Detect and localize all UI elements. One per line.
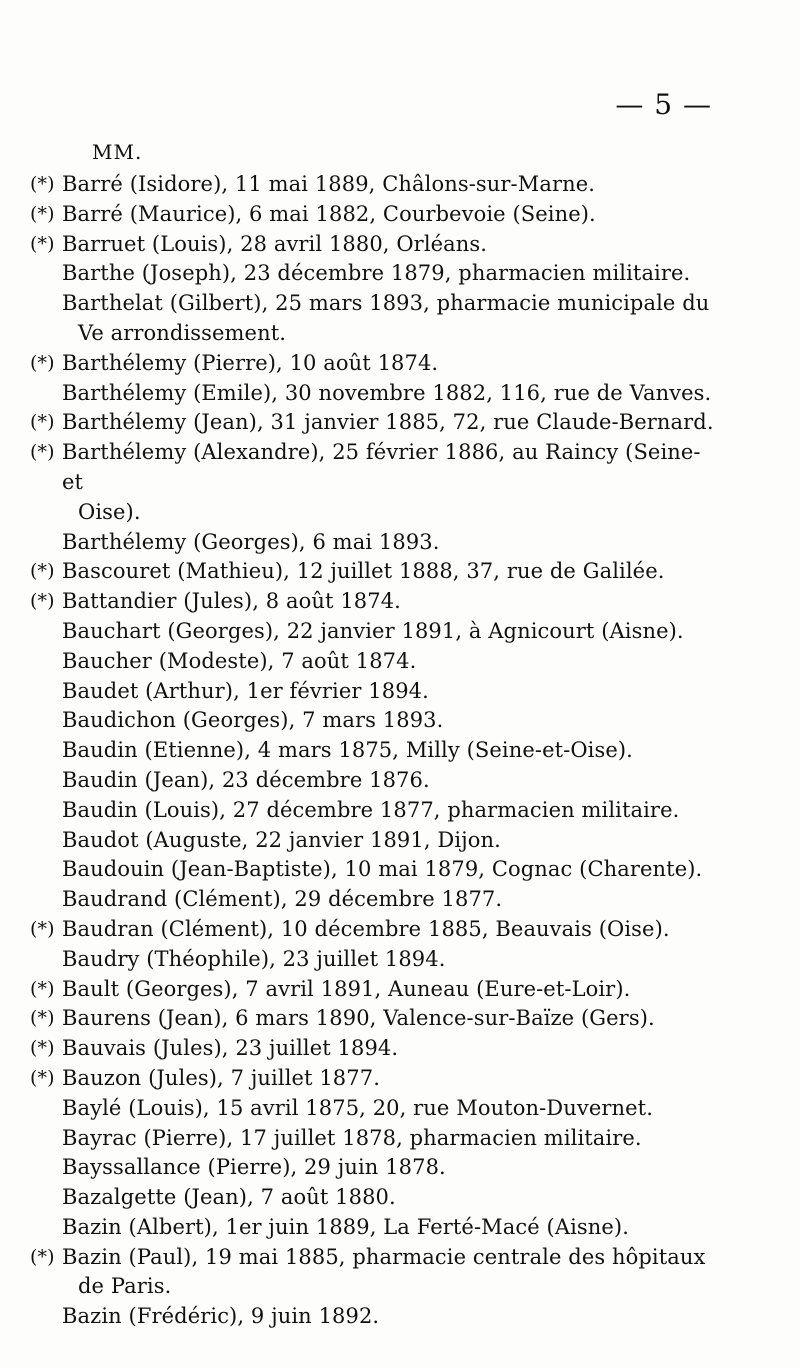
- entry-text: Barré (Maurice), 6 mai 1882, Courbevoie (Seine).: [62, 201, 596, 226]
- entry-marker: (*): [30, 1245, 55, 1268]
- entry-marker: (*): [30, 1007, 55, 1030]
- entry-text: Baucher (Modeste), 7 août 1874.: [62, 648, 417, 673]
- entry-text: Bauvais (Jules), 23 juillet 1894.: [62, 1036, 399, 1061]
- entry-text: Bayssallance (Pierre), 29 juin 1878.: [62, 1155, 446, 1180]
- list-item: [30, 259, 710, 289]
- list-item: [30, 1094, 710, 1124]
- entry-text: Barré (Isidore), 11 mai 1889, Châlons-sur-Marne.: [62, 172, 596, 196]
- entry-text: Bascouret (Mathieu), 12 juillet 1888, 37, rue de Galilée.: [62, 559, 665, 584]
- list-item: [30, 855, 710, 885]
- entry-marker: (*): [30, 1037, 55, 1060]
- list-item: [30, 349, 710, 379]
- list-item: [30, 289, 710, 349]
- list-item: [30, 438, 710, 527]
- list-item: [30, 766, 710, 796]
- list-item: [30, 1153, 710, 1183]
- entry-text: Bazin (Paul), 19 mai 1885, pharmacie centrale des hôpitaux: [62, 1244, 706, 1269]
- list-item: [30, 975, 710, 1005]
- list-item: [30, 1302, 710, 1332]
- list-item: [30, 408, 714, 438]
- list-item: [30, 1064, 710, 1094]
- list-item: [30, 826, 710, 856]
- entry-text: Baurens (Jean), 6 mars 1890, Valence-sur-Baïze (Gers).: [62, 1006, 655, 1031]
- entry-text: Baudran (Clément), 10 décembre 1885, Beauvais (Oise).: [62, 916, 670, 941]
- page-number: — 5 —: [615, 88, 712, 121]
- entry-text: Barruet (Louis), 28 avril 1880, Orléans.: [62, 231, 488, 256]
- list-item: [30, 230, 710, 260]
- entry-text: Baudichon (Georges), 7 mars 1893.: [62, 708, 444, 733]
- entry-marker: (*): [30, 173, 55, 195]
- entry-text: Bauchart (Georges), 22 janvier 1891, à Agnicourt (Aisne).: [62, 618, 684, 643]
- list-item: [30, 557, 710, 587]
- list-item: [30, 885, 710, 915]
- entry-continuation: de Paris.: [78, 1274, 172, 1299]
- list-item: [30, 945, 710, 975]
- list-item: [30, 706, 710, 736]
- list-item: [30, 587, 710, 617]
- entry-marker: (*): [30, 590, 55, 613]
- entry-text: Barthélemy (Pierre), 10 août 1874.: [62, 350, 439, 375]
- list-item: [30, 1124, 710, 1154]
- entry-text: Baudry (Théophile), 23 juillet 1894.: [62, 946, 446, 971]
- entry-marker: (*): [30, 560, 55, 583]
- list-item: [30, 915, 710, 945]
- list-item: [30, 1213, 710, 1243]
- entry-marker: (*): [30, 1066, 55, 1089]
- entry-text: Baylé (Louis), 15 avril 1875, 20, rue Mouton-Duvernet.: [62, 1095, 653, 1120]
- entry-list: [30, 170, 714, 1332]
- entry-text: Bauzon (Jules), 7 juillet 1877.: [62, 1065, 380, 1090]
- entry-text: Battandier (Jules), 8 août 1874.: [62, 589, 401, 614]
- entry-text: Barthélemy (Georges), 6 mai 1893.: [62, 529, 440, 554]
- entry-text: Bazin (Frédéric), 9 juin 1892.: [62, 1304, 380, 1329]
- entry-text: Baudet (Arthur), 1er février 1894.: [62, 678, 429, 703]
- entry-marker: (*): [30, 411, 55, 434]
- entry-text: Baudot (Auguste, 22 janvier 1891, Dijon.: [62, 827, 501, 852]
- list-item: [30, 200, 710, 230]
- entry-continuation: Ve arrondissement.: [78, 320, 287, 345]
- list-item: [30, 796, 710, 826]
- list-item: [30, 647, 710, 677]
- entry-text: Baudin (Etienne), 4 mars 1875, Milly (Seine-et-Oise).: [62, 738, 633, 763]
- list-item: [30, 677, 710, 707]
- list-item: [30, 617, 710, 647]
- entry-text: Barthélemy (Jean), 31 janvier 1885, 72, rue Claude-Bernard.: [62, 410, 714, 435]
- entry-text: Bault (Georges), 7 avril 1891, Auneau (Eure-et-Loir).: [62, 976, 631, 1001]
- entry-text: Bayrac (Pierre), 17 juillet 1878, pharmacien militaire.: [62, 1125, 642, 1150]
- list-item: [30, 1243, 710, 1303]
- entry-text: Barthélemy (Alexandre), 25 février 1886, au Raincy (Seine-et: [62, 440, 701, 494]
- entry-text: Baudrand (Clément), 29 décembre 1877.: [62, 887, 503, 912]
- list-item: [30, 528, 710, 558]
- entry-marker: (*): [30, 441, 55, 464]
- list-item: [30, 736, 710, 766]
- entry-text: Baudin (Jean), 23 décembre 1876.: [62, 767, 430, 792]
- entry-marker: (*): [30, 232, 55, 255]
- list-item: [30, 379, 710, 409]
- heading-mm: MM.: [92, 140, 143, 164]
- entry-marker: (*): [30, 917, 55, 940]
- entry-text: Barthelat (Gilbert), 25 mars 1893, pharmacie municipale du: [62, 291, 710, 316]
- entry-text: Barthe (Joseph), 23 décembre 1879, pharmacien militaire.: [62, 261, 691, 286]
- entry-text: Bazalgette (Jean), 7 août 1880.: [62, 1185, 396, 1210]
- entry-marker: (*): [30, 977, 55, 1000]
- entry-continuation: Oise).: [78, 499, 141, 524]
- entry-marker: (*): [30, 351, 55, 374]
- entry-text: Barthélemy (Emile), 30 novembre 1882, 116, rue de Vanves.: [62, 380, 712, 405]
- entry-text: Baudin (Louis), 27 décembre 1877, pharmacien militaire.: [62, 797, 680, 822]
- list-item: [30, 170, 710, 200]
- list-item: [30, 1034, 710, 1064]
- entry-text: Bazin (Albert), 1er juin 1889, La Ferté-Macé (Aisne).: [62, 1214, 629, 1239]
- list-item: [30, 1183, 710, 1213]
- entry-marker: (*): [30, 202, 55, 225]
- entry-text: Baudouin (Jean-Baptiste), 10 mai 1879, Cognac (Charente).: [62, 857, 703, 882]
- list-item: [30, 1004, 710, 1034]
